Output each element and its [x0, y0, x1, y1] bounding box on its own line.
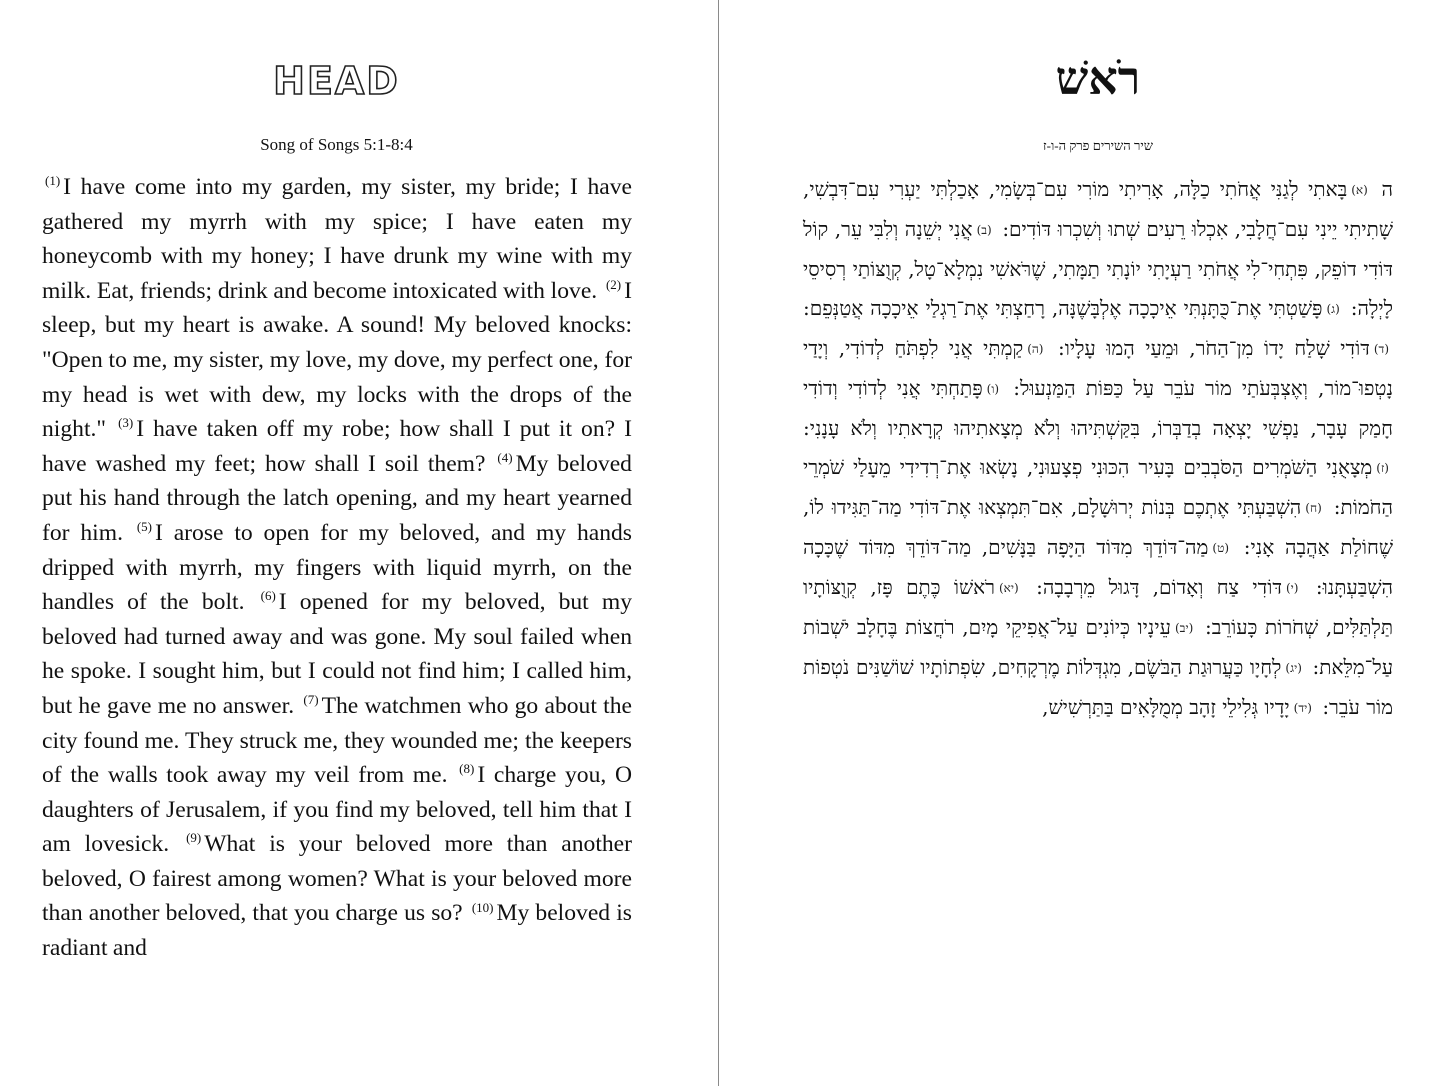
verse-text: My beloved put his hand through the latch opening, and my heart yearned for him.	[42, 450, 632, 546]
hebrew-verse-number: (יג)	[1285, 661, 1302, 675]
english-text-block	[42, 170, 632, 966]
hebrew-verse-number: (יב)	[1174, 621, 1194, 635]
page-title: HEAD	[273, 59, 400, 103]
verse-number: (2)	[605, 276, 622, 292]
page-divider	[718, 0, 719, 1086]
verse-text: What is your beloved more than another beloved, O fairest among women? What is your beloved more than another beloved, that you charge us so?	[42, 831, 633, 927]
hebrew-verse-text: בָּאתִי לְגַנִּי אֲחֹתִי כַלָּה, אָרִיתִי מוֹרִי עִם־בְּשָׂמִי, אָכַלְתִּי יַעְרִי עִם־דִּבְשִׁי, שָׁתִיתִי יֵינִי עִם־חֲלָבִי, אִכְלוּ רֵעִים שְׁתוּ וְשִׁכְרוּ דּוֹדִים:	[803, 177, 1394, 241]
hebrew-verse-text: דּוֹדִי שָׁלַח יָדוֹ מִן־הַחֹר, וּמֵעַי הָמוּ עָלָיו:	[1057, 336, 1370, 360]
hebrew-page-title: רֹאשׁ	[1055, 51, 1141, 105]
verse-number: (7)	[303, 692, 319, 708]
verse-number: (10)	[471, 899, 494, 915]
hebrew-verse-number: (י)	[1285, 581, 1299, 595]
verse-number: (8)	[459, 761, 475, 777]
hebrew-verse-text: יָדָיו גְּלִילֵי זָהָב מְמֻלָּאִים בַּתַּרְשִׁישׁ,	[1042, 695, 1290, 719]
scripture-reference: Song of Songs 5:1-8:4	[260, 135, 413, 154]
verse-number: (4)	[497, 449, 513, 465]
hebrew-verse-text: אֲנִי יְשֵׁנָה וְלִבִּי עֵר, קוֹל דּוֹדִי דוֹפֵק, פִּתְחִי־לִי אֲחֹתִי רַעְיָתִי יוֹנָתִי תַמָּתִי, שֶׁרֹּאשִׁי נִמְלָא־טָל, קְוֻצּוֹתַי רְסִיסֵי לָיְלָה:	[803, 217, 1393, 320]
hebrew-verse-number: (יא)	[999, 581, 1019, 595]
hebrew-verse-number: (יד)	[1293, 701, 1312, 715]
hebrew-verse-text: מְצָאֻנִי הַשֹּׁמְרִים הַסֹּבְבִים בָּעִיר הִכּוּנִי פְצָעוּנִי, נָשְׂאוּ אֶת־רְדִידִי מֵעָלַי שֹׁמְרֵי הַחֹמוֹת:	[803, 455, 1394, 519]
hebrew-verse-number: (ז)	[1376, 461, 1389, 475]
chapter-letter: ה	[1381, 177, 1394, 201]
verse-text: I opened for my beloved, but my beloved had turned away and was gone. My soul failed when he spoke. I sought him, but I could not find him; I called him, but he gave me no answer.	[42, 589, 633, 719]
hebrew-verse-number: (ט)	[1212, 541, 1230, 555]
hebrew-verse-text: דּוֹדִי צַח וְאָדוֹם, דָּגוּל מֵרְבָבָה:	[1036, 575, 1282, 599]
hebrew-verse-number: (ח)	[1305, 501, 1322, 515]
verse-number: (9)	[186, 830, 202, 846]
verse-text: I have taken off my robe; how shall I put it on? I have washed my feet; how shall I soil them?	[42, 416, 632, 477]
verse-number: (6)	[260, 588, 276, 604]
hebrew-text-block	[803, 170, 1393, 728]
hebrew-verse-text: קַמְתִּי אֲנִי לִפְתֹּחַ לְדוֹדִי, וְיָדַי נָטְפוּ־מוֹר, וְאֶצְבְּעֹתַי מוֹר עֹבֵר עַל כַּפּוֹת הַמַּנְעוּל:	[803, 336, 1394, 400]
hebrew-scripture-reference: שיר השירים פרק ה-ו-ז	[1043, 138, 1153, 153]
verse-text: I arose to open for my beloved, and my hands dripped with myrrh, my fingers with liquid myrrh, on the handles of the bolt.	[42, 519, 632, 616]
hebrew-verse-number: (ה)	[1027, 342, 1044, 356]
hebrew-verse-text: פָּשַׁטְתִּי אֶת־כֻּתָּנְתִּי אֵיכָכָה אֶלְבָּשֶׁנָּה, רָחַצְתִּי אֶת־רַגְלַי אֵיכָכָה אֲטַנְּפֵם:	[803, 296, 1323, 320]
hebrew-verse-number: (ד)	[1373, 342, 1389, 356]
hebrew-verse-number: (ב)	[976, 223, 992, 237]
hebrew-verse-number: (א)	[1351, 183, 1368, 197]
hebrew-verse-number: (ו)	[986, 382, 1000, 396]
verse-number: (3)	[118, 415, 134, 431]
verse-number: (1)	[45, 173, 61, 189]
hebrew-verse-number: (ג)	[1326, 302, 1340, 316]
hebrew-verse-text: הִשְׁבַּעְתִּי אֶתְכֶם בְּנוֹת יְרוּשָׁלָם, אִם־תִּמְצְאוּ אֶת־דּוֹדִי מַה־תַּגִּידוּ לוֹ, שֶׁחוֹלַת אַהֲבָה אָנִי:	[803, 495, 1393, 559]
left-page	[0, 0, 718, 1086]
hebrew-verse-text: רֹאשׁוֹ כֶּתֶם פָּז, קְוֻצּוֹתָיו תַּלְתַּלִּים, שְׁחֹרוֹת כָּעוֹרֵב:	[803, 575, 1394, 639]
right-page	[720, 0, 1445, 1086]
verse-text: My beloved is radiant and	[42, 900, 632, 962]
hebrew-verse-text: מַה־דּוֹדֵךְ מִדּוֹד הַיָּפָה בַּנָּשִׁים, מַה־דּוֹדֵךְ מִדּוֹד שֶׁכָּכָה הִשְׁבַּעְתָּנוּ:	[803, 535, 1394, 599]
hebrew-verse-text: פָּתַחְתִּי אֲנִי לְדוֹדִי וְדוֹדִי חָמַק עָבָר, נַפְשִׁי יָצְאָה בְדַבְּרוֹ, בִּקַּשְׁתִּיהוּ וְלֹא מְצָאתִיהוּ קְרָאתִיו וְלֹא עָנָנִי:	[803, 376, 1393, 440]
verse-text: The watchmen who go about the city found me. They struck me, they wounded me; the keepers of the walls took away my veil from me.	[42, 692, 632, 789]
hebrew-verse-text: לְחָיָו כַּעֲרוּגַת הַבֹּשֶׂם, מִגְדְּלוֹת מֶרְקָחִים, שִׂפְתוֹתָיו שׁוֹשַׁנִּים נֹטְפוֹת מוֹר עֹבֵר:	[803, 655, 1393, 719]
verse-text: I charge you, O daughters of Jerusalem, if you find my beloved, tell him that I am lovesick.	[42, 762, 632, 858]
hebrew-verse-text: עֵינָיו כְּיוֹנִים עַל־אֲפִיקֵי מָיִם, רֹחֲצוֹת בֶּחָלָב יֹשְׁבוֹת עַל־מִלֵּאת:	[803, 615, 1394, 679]
verse-number: (5)	[136, 519, 152, 535]
verse-text: I have come into my garden, my sister, my bride; I have gathered my myrrh with my spice; I have eaten my honeycomb with my honey; I have drunk my wine with my milk. Eat, friends; drink and become intoxicated with love.	[42, 174, 632, 304]
verse-text: I sleep, but my heart is awake. A sound! My beloved knocks: "Open to me, my sister, my love, my dove, my perfect one, for my head is wet with dew, my locks with the drops of the night."	[42, 277, 632, 443]
